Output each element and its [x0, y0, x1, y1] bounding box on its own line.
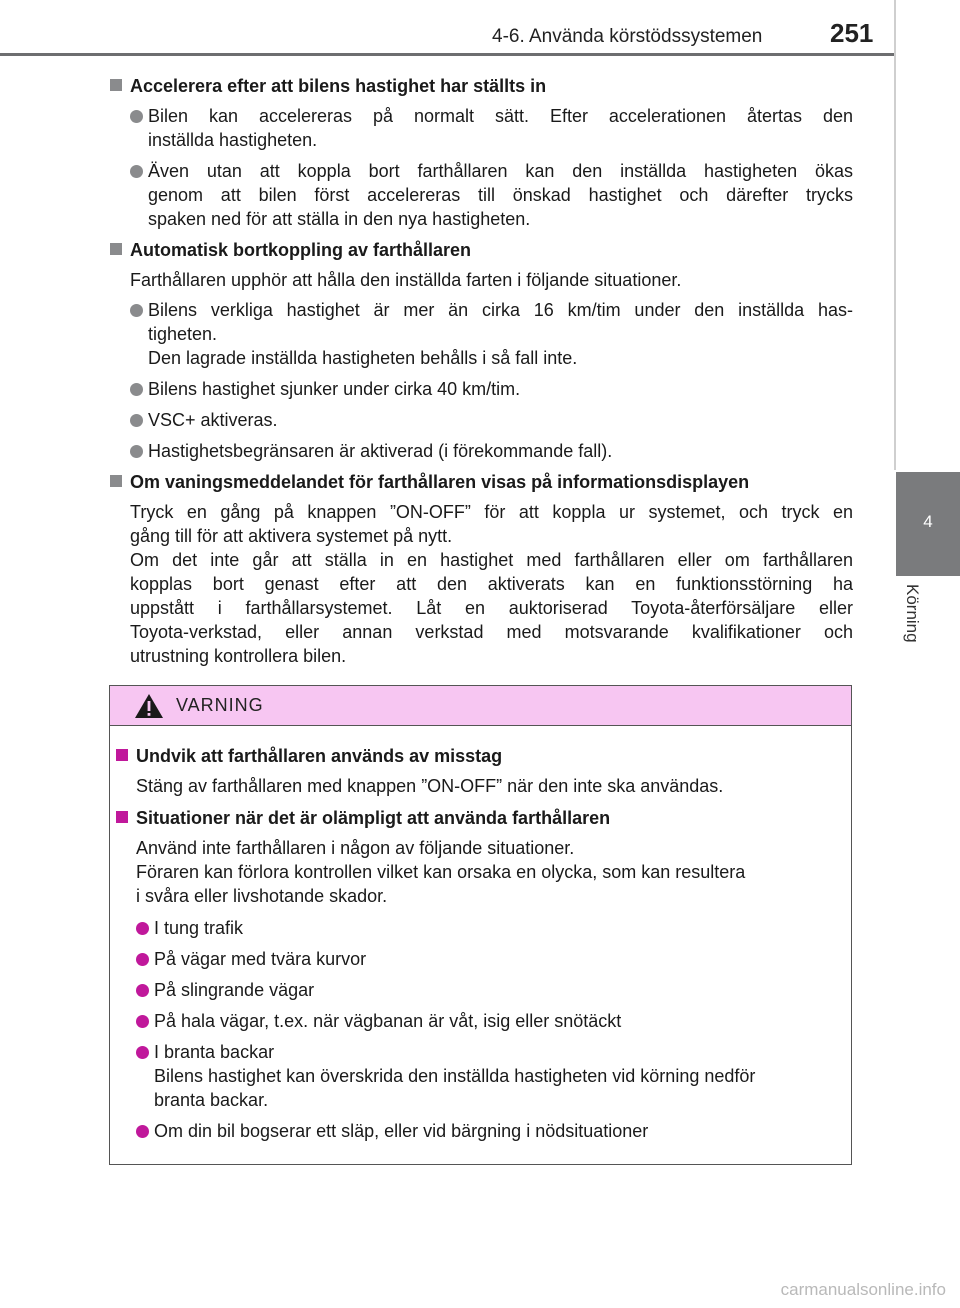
- round-bullet-icon: [130, 445, 143, 458]
- list-item: Bilens verkliga hastighet är mer än cirka 16 km/tim under den inställda has- tigheten. Den lagrade inställda hastigheten behålls i så fall inte.: [110, 298, 853, 370]
- square-bullet-icon: [110, 79, 122, 91]
- square-bullet-icon: [116, 811, 128, 823]
- list-item: Bilens hastighet sjunker under cirka 40 km/tim.: [110, 377, 853, 401]
- section-heading: Accelerera efter att bilens hastighet har ställts in: [110, 74, 853, 98]
- main-content: [110, 70, 853, 674]
- paragraph: Farthållaren upphör att hålla den inställda farten i följande situationer.: [130, 270, 682, 290]
- warning-body: [110, 726, 851, 1143]
- round-bullet-icon: [136, 1046, 149, 1059]
- chapter-tab-number: 4: [923, 512, 933, 531]
- square-bullet-icon: [110, 243, 122, 255]
- round-bullet-icon: [130, 414, 143, 427]
- warning-box: [109, 685, 852, 1165]
- round-bullet-icon: [136, 1015, 149, 1028]
- warning-list-item: På vägar med tvära kurvor: [116, 947, 843, 971]
- side-tab-line: [894, 0, 896, 470]
- page-number: 251: [830, 18, 874, 48]
- paragraph: Tryck en gång på knappen ”ON-OFF” för att koppla ur systemet, och tryck en gång till för att aktivera systemet på nytt. Om det inte går att ställa in en hastighet med farthållaren eller om farthållaren kopplas bort genast efter att den aktiverats kan en funktionsstörning ha uppstått i farthållarsystemet. Låt en auktoriserad Toyota-återförsäljare eller Toyota-verkstad, eller annan verkstad med motsvarande kvalifikationer och utrustning kontrollera bilen.: [130, 502, 853, 666]
- warning-heading: Situationer när det är olämpligt att använda farthållaren: [116, 806, 843, 830]
- square-bullet-icon: [110, 475, 122, 487]
- section-heading: Automatisk bortkoppling av farthållaren: [110, 238, 853, 262]
- square-bullet-icon: [116, 749, 128, 761]
- round-bullet-icon: [136, 1125, 149, 1138]
- round-bullet-icon: [130, 383, 143, 396]
- warning-title: VARNING: [176, 695, 264, 715]
- warning-triangle-icon: [134, 693, 164, 719]
- chapter-tab-label-wrap: [900, 584, 930, 674]
- chapter-section-title: 4-6. Använda körstödssystemen: [492, 26, 763, 47]
- warning-paragraph: Stäng av farthållaren med knappen ”ON-OFF” när den inte ska användas.: [136, 776, 724, 796]
- warning-paragraph: Använd inte farthållaren i någon av följande situationer. Föraren kan förlora kontrollen vilket kan orsaka en olycka, som kan resultera i svåra eller livshotande skador.: [136, 838, 746, 906]
- list-item: Hastighetsbegränsaren är aktiverad (i förekommande fall).: [110, 439, 853, 463]
- warning-list-item: I tung trafik: [116, 916, 843, 940]
- round-bullet-icon: [136, 984, 149, 997]
- chapter-tab: [896, 472, 960, 576]
- warning-list-item: På hala vägar, t.ex. när vägbanan är våt, isig eller snötäckt: [116, 1009, 843, 1033]
- warning-header: [110, 686, 851, 726]
- list-item: Även utan att koppla bort farthållaren kan den inställda hastigheten ökas genom att bilen först accelereras till önskad hastighet och därefter trycks spaken ned för att ställa in den nya hastigheten.: [110, 159, 853, 231]
- list-item: Bilen kan accelereras på normalt sätt. Efter accelerationen återtas den inställda hastigheten.: [110, 104, 853, 152]
- round-bullet-icon: [130, 110, 143, 123]
- header-rule: [0, 53, 894, 56]
- round-bullet-icon: [136, 922, 149, 935]
- section-heading: Om vaningsmeddelandet för farthållaren visas på informationsdisplayen: [110, 470, 853, 494]
- watermark-footer: carmanualsonline.info: [780, 1280, 946, 1299]
- list-item: VSC+ aktiveras.: [110, 408, 853, 432]
- round-bullet-icon: [136, 953, 149, 966]
- warning-heading: Undvik att farthållaren används av misstag: [116, 744, 843, 768]
- warning-list-item: På slingrande vägar: [116, 978, 843, 1002]
- chapter-tab-label: Körning: [903, 584, 922, 643]
- warning-list-item: Om din bil bogserar ett släp, eller vid bärgning i nödsituationer: [116, 1119, 843, 1143]
- warning-list-item: I branta backar Bilens hastighet kan överskrida den inställda hastigheten vid körning nedför branta backar.: [116, 1040, 843, 1112]
- round-bullet-icon: [130, 165, 143, 178]
- round-bullet-icon: [130, 304, 143, 317]
